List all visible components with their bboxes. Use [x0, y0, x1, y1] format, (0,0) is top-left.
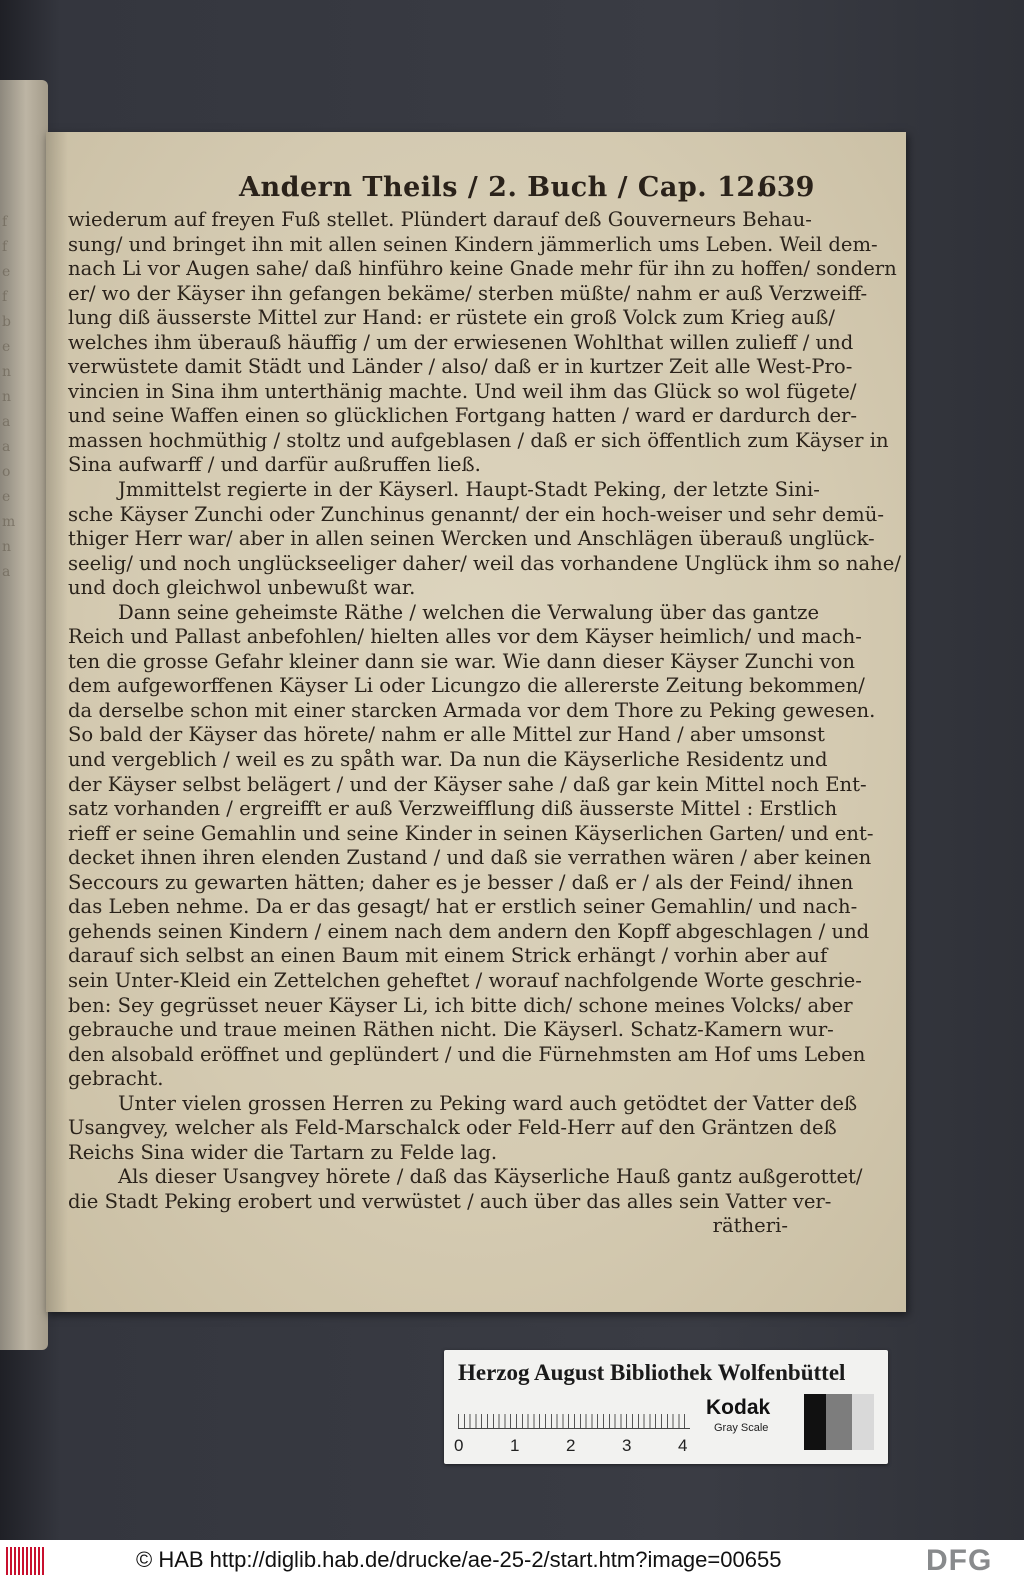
text-line: da derselbe schon mit einer starcken Armada vor dem Thore zu Peking gewesen. — [68, 698, 876, 722]
text-line: Seccours zu gewarten hätten; daher es je besser / daß er / als der Feind/ ihnen — [68, 870, 854, 894]
gray-swatch-black — [804, 1394, 826, 1450]
text-line: rieff er seine Gemahlin und seine Kinder in seinen Käyserlichen Garten/ und ent- — [68, 821, 874, 845]
text-line: satz vorhanden / ergreifft er auß Verzweifflung diß äusserste Mittel : Erstlich — [68, 797, 838, 821]
text-line: sein Unter-Kleid ein Zettelchen geheftet / worauf nachfolgende Worte geschrie- — [68, 968, 862, 992]
text-line: vincien in Sina ihm unterthänig machte. Und weil ihm das Glück so wol fügete/ — [68, 379, 857, 403]
text-line: Sina aufwarff / und darfür außruffen ließ. — [68, 453, 481, 477]
text-line: ben: Sey gegrüsset neuer Käyser Li, ich bitte dich/ schone meines Volcks/ aber — [68, 993, 853, 1017]
text-line: Dann seine geheimste Räthe / welchen die Verwalung über das gantze — [118, 600, 820, 624]
gray-swatch-light — [852, 1394, 874, 1450]
gray-scale-label: Gray Scale — [714, 1422, 769, 1434]
previous-page-edge — [0, 80, 48, 1350]
ruler-number: 1 — [510, 1436, 520, 1455]
dfg-logo: DFG — [926, 1544, 993, 1577]
text-line: ten die grosse Gefahr kleiner dann sie war. Wie dann dieser Käyser Zunchi von — [68, 649, 856, 673]
text-line: gebracht. — [68, 1067, 164, 1091]
ruler-number: 0 — [454, 1436, 464, 1455]
text-line: den alsobald eröffnet und geplündert / und die Fürnehmsten am Hof ums Leben — [68, 1042, 866, 1066]
page-number: 639 — [758, 172, 815, 203]
ruler-number: 3 — [622, 1436, 632, 1455]
scale-ruler — [458, 1402, 690, 1429]
text-line: gebrauche und traue meinen Räthen nicht. Die Käyserl. Schatz-Kamern wur- — [68, 1018, 834, 1042]
text-line: lung diß äusserste Mittel zur Hand: er rüstete ein groß Volck zum Krieg auß/ — [68, 306, 835, 330]
text-line: massen hochmüthig / stoltz und aufgeblasen / daß er sich öffentlich zum Käyser in — [68, 428, 889, 452]
viewer-footer — [0, 1540, 1024, 1582]
text-line: Als dieser Usangvey hörete / daß das Käyserliche Hauß gantz außgerottet/ — [118, 1165, 863, 1189]
library-color-card — [444, 1350, 888, 1464]
text-line: und doch gleichwol unbewußt war. — [68, 576, 416, 600]
text-line: sung/ und bringet ihn mit allen seinen Kindern jämmerlich ums Leben. Weil dem- — [68, 232, 878, 256]
text-line: Unter vielen grossen Herren zu Peking ward auch getödtet der Vatter deß — [118, 1091, 858, 1115]
text-line: nach Li vor Augen sahe/ daß hinführo keine Gnade mehr für ihn zu hoffen/ sondern — [68, 257, 897, 281]
gray-swatch-mid — [826, 1394, 852, 1450]
text-line: decket ihnen ihren elenden Zustand / und daß sie verrathen wären / aber keinen — [68, 846, 872, 870]
ruler-number: 4 — [678, 1436, 688, 1455]
previous-page-letters: f f e f b e n n a a o e m n a — [2, 214, 16, 580]
text-line: verwüstete damit Städt und Länder / also/ daß er in kurtzer Zeit alle West-Pro- — [68, 355, 853, 379]
body-text — [68, 208, 901, 1239]
source-credit[interactable]: © HAB http://diglib.hab.de/drucke/ae-25-2/start.htm?image=00655 — [136, 1547, 782, 1572]
text-line: gehends seinen Kindern / einem nach dem andern den Kopff abgeschlagen / und — [68, 919, 870, 943]
text-line: Jmmittelst regierte in der Käyserl. Haupt-Stadt Peking, der letzte Sini- — [118, 478, 820, 502]
text-line: die Stadt Peking erobert und verwüstet / auch über das alles sein Vatter ver- — [68, 1189, 832, 1213]
hab-barcode-logo — [6, 1547, 46, 1575]
book-page — [46, 132, 906, 1312]
text-line: Reichs Sina wider die Tartarn zu Felde lag. — [68, 1140, 498, 1164]
text-line: thiger Herr war/ aber in allen seinen Wercken und Anschlägen überauß unglück- — [68, 527, 875, 551]
kodak-logo: Kodak — [706, 1396, 771, 1419]
text-line: das Leben nehme. Da er das gesagt/ hat er erstlich seiner Gemahlin/ und nach- — [68, 895, 858, 919]
text-line: und seine Waffen einen so glücklichen Fortgang hatten / ward er dardurch der- — [68, 404, 858, 428]
ruler-number: 2 — [566, 1436, 576, 1455]
text-line: Usangvey, welcher als Feld-Marschalck oder Feld-Herr auf den Gräntzen deß — [68, 1116, 837, 1140]
text-line: und vergeblich / weil es zu spåth war. Da nun die Käyserliche Residentz und — [68, 748, 828, 772]
text-line: darauf sich selbst an einen Baum mit einem Strick erhängt / vorhin aber auf — [68, 944, 828, 968]
page-gutter-shadow — [46, 132, 68, 1312]
text-line: er/ wo der Käyser ihn gefangen bekäme/ sterben müßte/ nahm er auß Verzweiff- — [68, 281, 868, 305]
text-line: So bald der Käyser das hörete/ nahm er alle Mittel zur Hand / aber umsonst — [68, 723, 825, 747]
running-title: Andern Theils / 2. Buch / Cap. 12. — [239, 172, 766, 203]
text-line: seelig/ und noch unglückseeliger daher/ weil das vorhandene Unglück ihm so nahe/ — [68, 551, 901, 575]
library-name: Herzog August Bibliothek Wolfenbüttel — [458, 1360, 846, 1385]
running-head — [46, 172, 846, 204]
text-line: sche Käyser Zunchi oder Zunchinus genannt/ der ein hoch-weiser und sehr demü- — [68, 502, 884, 526]
catchword: rätheri- — [712, 1214, 788, 1238]
text-line: der Käyser selbst belägert / und der Käyser sahe / daß gar kein Mittel noch Ent- — [68, 772, 867, 796]
text-line: wiederum auf freyen Fuß stellet. Plündert darauf deß Gouverneurs Behau- — [68, 208, 812, 231]
text-line: Reich und Pallast anbefohlen/ hielten alles vor dem Käyser heimlich/ und mach- — [68, 625, 862, 649]
text-line: welches ihm überauß häuffig / um der erwiesenen Wohlthat willen zulieff / und — [68, 330, 854, 354]
text-line: dem aufgeworffenen Käyser Li oder Licungzo die allererste Zeitung bekommen/ — [68, 674, 865, 698]
